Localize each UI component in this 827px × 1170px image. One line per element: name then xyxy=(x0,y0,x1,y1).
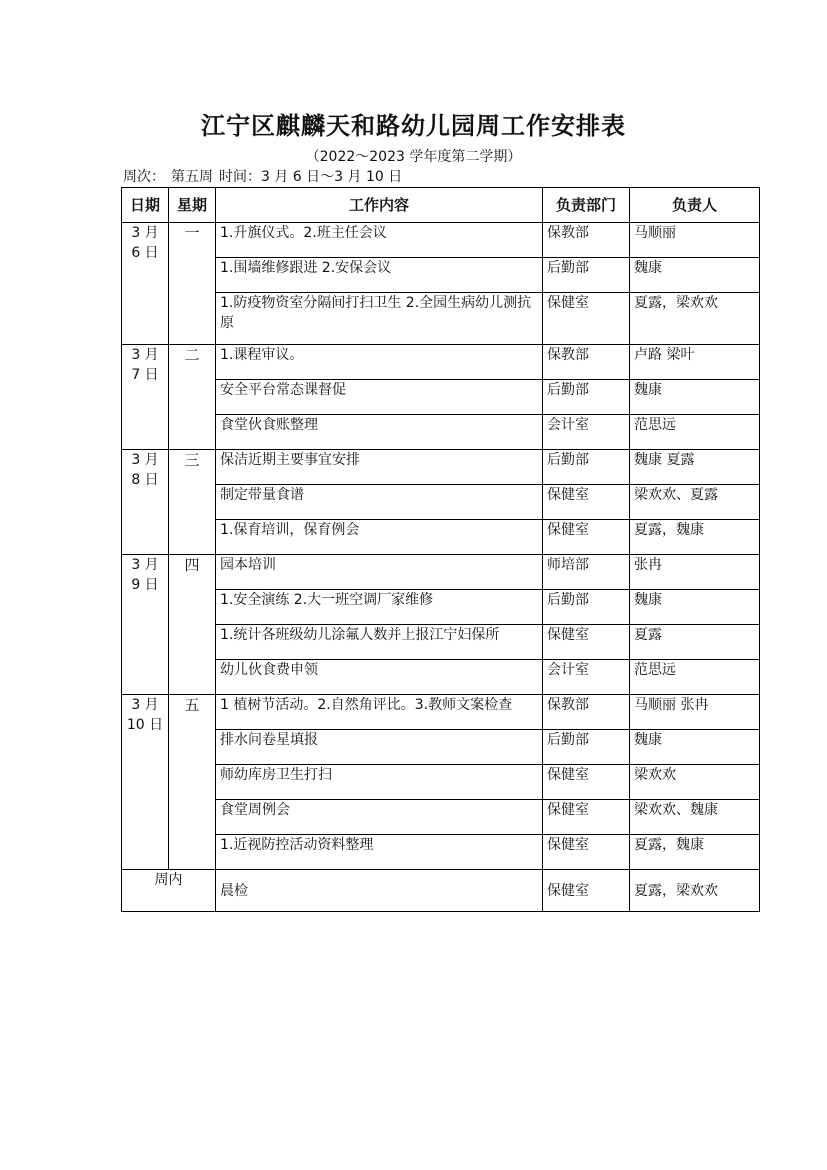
table-row xyxy=(122,485,760,520)
task-content: 保洁近期主要事宜安排 xyxy=(216,450,543,485)
task-dept: 后勤部 xyxy=(543,380,630,415)
task-content: 1.围墙维修跟进 2.安保会议 xyxy=(216,258,543,293)
table-row xyxy=(122,765,760,800)
day-date: 3 月 8 日 xyxy=(122,450,169,555)
task-content: 幼儿伙食费申领 xyxy=(216,660,543,695)
table-row xyxy=(122,380,760,415)
task-dept: 保健室 xyxy=(543,835,630,870)
task-person: 卢路 梁叶 xyxy=(630,345,760,380)
page-title: 江宁区麒麟天和路幼儿园周工作安排表 xyxy=(201,111,626,140)
task-person: 夏露，梁欢欢 xyxy=(630,870,760,912)
table-row xyxy=(122,293,760,345)
task-content: 排水问卷星填报 xyxy=(216,730,543,765)
task-dept: 保教部 xyxy=(543,695,630,730)
task-dept: 后勤部 xyxy=(543,730,630,765)
task-dept: 保健室 xyxy=(543,870,630,912)
task-person: 夏露 xyxy=(630,625,760,660)
task-person: 魏康 xyxy=(630,730,760,765)
school-year-subtitle: （2022～2023 学年度第二学期） xyxy=(305,149,522,165)
day-weekday: 二 xyxy=(169,345,216,450)
task-person: 夏露，梁欢欢 xyxy=(630,293,760,345)
task-person: 魏康 夏露 xyxy=(630,450,760,485)
schedule-table xyxy=(121,187,760,912)
task-content: 晨检 xyxy=(216,870,543,912)
task-person: 夏露，魏康 xyxy=(630,520,760,555)
task-person: 梁欢欢 xyxy=(630,765,760,800)
table-row xyxy=(122,520,760,555)
task-content: 食堂伙食账整理 xyxy=(216,415,543,450)
table-row xyxy=(122,258,760,293)
week-value: 第五周 xyxy=(171,169,213,185)
time-label: 时间： xyxy=(219,169,261,185)
task-person: 马顺丽 xyxy=(630,223,760,258)
task-content: 师幼库房卫生打扫 xyxy=(216,765,543,800)
task-content: 园本培训 xyxy=(216,555,543,590)
task-person: 范思远 xyxy=(630,660,760,695)
day-date: 3 月 9 日 xyxy=(122,555,169,695)
task-dept: 保健室 xyxy=(543,625,630,660)
task-dept: 保健室 xyxy=(543,520,630,555)
task-content: 制定带量食谱 xyxy=(216,485,543,520)
task-person: 夏露，魏康 xyxy=(630,835,760,870)
week-span-label: 周内 xyxy=(122,870,216,912)
task-dept: 会计室 xyxy=(543,415,630,450)
table-row xyxy=(122,695,760,730)
table-row xyxy=(122,450,760,485)
task-dept: 保健室 xyxy=(543,293,630,345)
day-date: 3 月 7 日 xyxy=(122,345,169,450)
task-content: 1.升旗仪式。2.班主任会议 xyxy=(216,223,543,258)
table-row xyxy=(122,223,760,258)
task-content: 1.防疫物资室分隔间打扫卫生 2.全园生病幼儿测抗原 xyxy=(216,293,543,345)
task-content: 1.课程审议。 xyxy=(216,345,543,380)
task-content: 1 植树节活动。2.自然角评比。3.教师文案检查 xyxy=(216,695,543,730)
table-row xyxy=(122,555,760,590)
task-dept: 师培部 xyxy=(543,555,630,590)
task-person: 魏康 xyxy=(630,380,760,415)
header-date: 日期 xyxy=(122,188,169,223)
task-dept: 会计室 xyxy=(543,660,630,695)
table-row xyxy=(122,660,760,695)
task-person: 魏康 xyxy=(630,258,760,293)
task-content: 安全平台常态课督促 xyxy=(216,380,543,415)
day-weekday: 四 xyxy=(169,555,216,695)
task-dept: 保健室 xyxy=(543,800,630,835)
task-person: 马顺丽 张冉 xyxy=(630,695,760,730)
task-dept: 保健室 xyxy=(543,485,630,520)
task-content: 1.统计各班级幼儿涂氟人数并上报江宁妇保所 xyxy=(216,625,543,660)
header-dept: 负责部门 xyxy=(543,188,630,223)
header-content: 工作内容 xyxy=(216,188,543,223)
table-row xyxy=(122,345,760,380)
task-dept: 保教部 xyxy=(543,345,630,380)
task-person: 张冉 xyxy=(630,555,760,590)
header-row xyxy=(122,188,760,223)
table-row xyxy=(122,835,760,870)
day-date: 3 月 6 日 xyxy=(122,223,169,345)
day-weekday: 三 xyxy=(169,450,216,555)
day-date: 3 月 10 日 xyxy=(122,695,169,870)
task-content: 1.保育培训，保育例会 xyxy=(216,520,543,555)
task-content: 食堂周例会 xyxy=(216,800,543,835)
table-row xyxy=(122,415,760,450)
header-weekday: 星期 xyxy=(169,188,216,223)
task-person: 梁欢欢、夏露 xyxy=(630,485,760,520)
table-row xyxy=(122,730,760,765)
day-weekday: 一 xyxy=(169,223,216,345)
task-content: 1.近视防控活动资料整理 xyxy=(216,835,543,870)
task-person: 范思远 xyxy=(630,415,760,450)
day-weekday: 五 xyxy=(169,695,216,870)
task-person: 魏康 xyxy=(630,590,760,625)
task-content: 1.安全演练 2.大一班空调厂家维修 xyxy=(216,590,543,625)
table-row xyxy=(122,590,760,625)
task-dept: 保教部 xyxy=(543,223,630,258)
week-label: 周次： xyxy=(123,169,165,185)
time-value: 3 月 6 日～3 月 10 日 xyxy=(261,169,403,185)
task-dept: 后勤部 xyxy=(543,590,630,625)
week-info xyxy=(123,166,408,186)
task-dept: 后勤部 xyxy=(543,258,630,293)
table-row xyxy=(122,800,760,835)
table-row xyxy=(122,625,760,660)
task-dept: 保健室 xyxy=(543,765,630,800)
header-person: 负责人 xyxy=(630,188,760,223)
table-row xyxy=(122,870,760,912)
task-dept: 后勤部 xyxy=(543,450,630,485)
task-person: 梁欢欢、魏康 xyxy=(630,800,760,835)
